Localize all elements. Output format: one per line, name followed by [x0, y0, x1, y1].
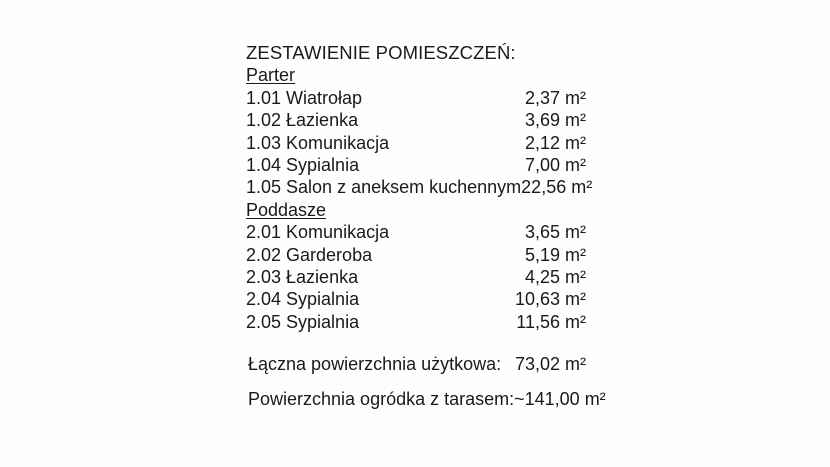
total-area-label: Łączna powierzchnia użytkowa:	[248, 354, 502, 375]
spacer	[246, 376, 586, 388]
room-area: 4,25 m²	[524, 267, 586, 288]
room-area: 2,12 m²	[524, 132, 586, 153]
room-label: 1.03 Komunikacja	[246, 132, 390, 153]
garden-area-row	[246, 388, 606, 410]
room-label: 1.02 Łazienka	[246, 110, 359, 131]
room-row	[246, 266, 586, 288]
room-row	[246, 176, 593, 198]
room-row	[246, 132, 586, 154]
room-label: 2.04 Sypialnia	[246, 289, 360, 310]
room-area: 3,65 m²	[524, 222, 586, 243]
room-schedule	[246, 42, 606, 410]
room-area: 11,56 m²	[516, 311, 586, 332]
room-label: 2.05 Sypialnia	[246, 311, 360, 332]
room-area: 5,19 m²	[524, 244, 586, 265]
room-area: 22,56 m²	[521, 177, 593, 198]
room-row	[246, 87, 586, 109]
room-row	[246, 244, 586, 266]
section-poddasze	[246, 199, 586, 333]
room-label: 2.03 Łazienka	[246, 267, 359, 288]
room-row	[246, 311, 586, 333]
total-area-value: 73,02 m²	[514, 354, 586, 375]
garden-area-label: Powierzchnia ogródka z tarasem:	[248, 388, 515, 409]
room-label: 1.05 Salon z aneksem kuchennym	[246, 177, 522, 198]
room-row	[246, 221, 586, 243]
room-area: 3,69 m²	[524, 110, 586, 131]
room-area: 10,63 m²	[514, 289, 586, 310]
room-row	[246, 154, 586, 176]
garden-area-value: ~141,00 m²	[514, 388, 606, 409]
room-row	[246, 288, 586, 310]
room-area: 7,00 m²	[524, 155, 586, 176]
schedule-title: ZESTAWIENIE POMIESZCZEŃ:	[246, 42, 516, 63]
room-label: 1.04 Sypialnia	[246, 155, 360, 176]
spacer	[246, 333, 586, 353]
room-row	[246, 109, 586, 131]
section-parter	[246, 64, 593, 198]
section-heading: Poddasze	[246, 199, 327, 220]
section-heading: Parter	[246, 65, 296, 86]
room-label: 2.02 Garderoba	[246, 244, 373, 265]
room-label: 1.01 Wiatrołap	[246, 87, 363, 108]
total-area-row	[246, 353, 586, 375]
room-area: 2,37 m²	[524, 87, 586, 108]
room-label: 2.01 Komunikacja	[246, 222, 390, 243]
